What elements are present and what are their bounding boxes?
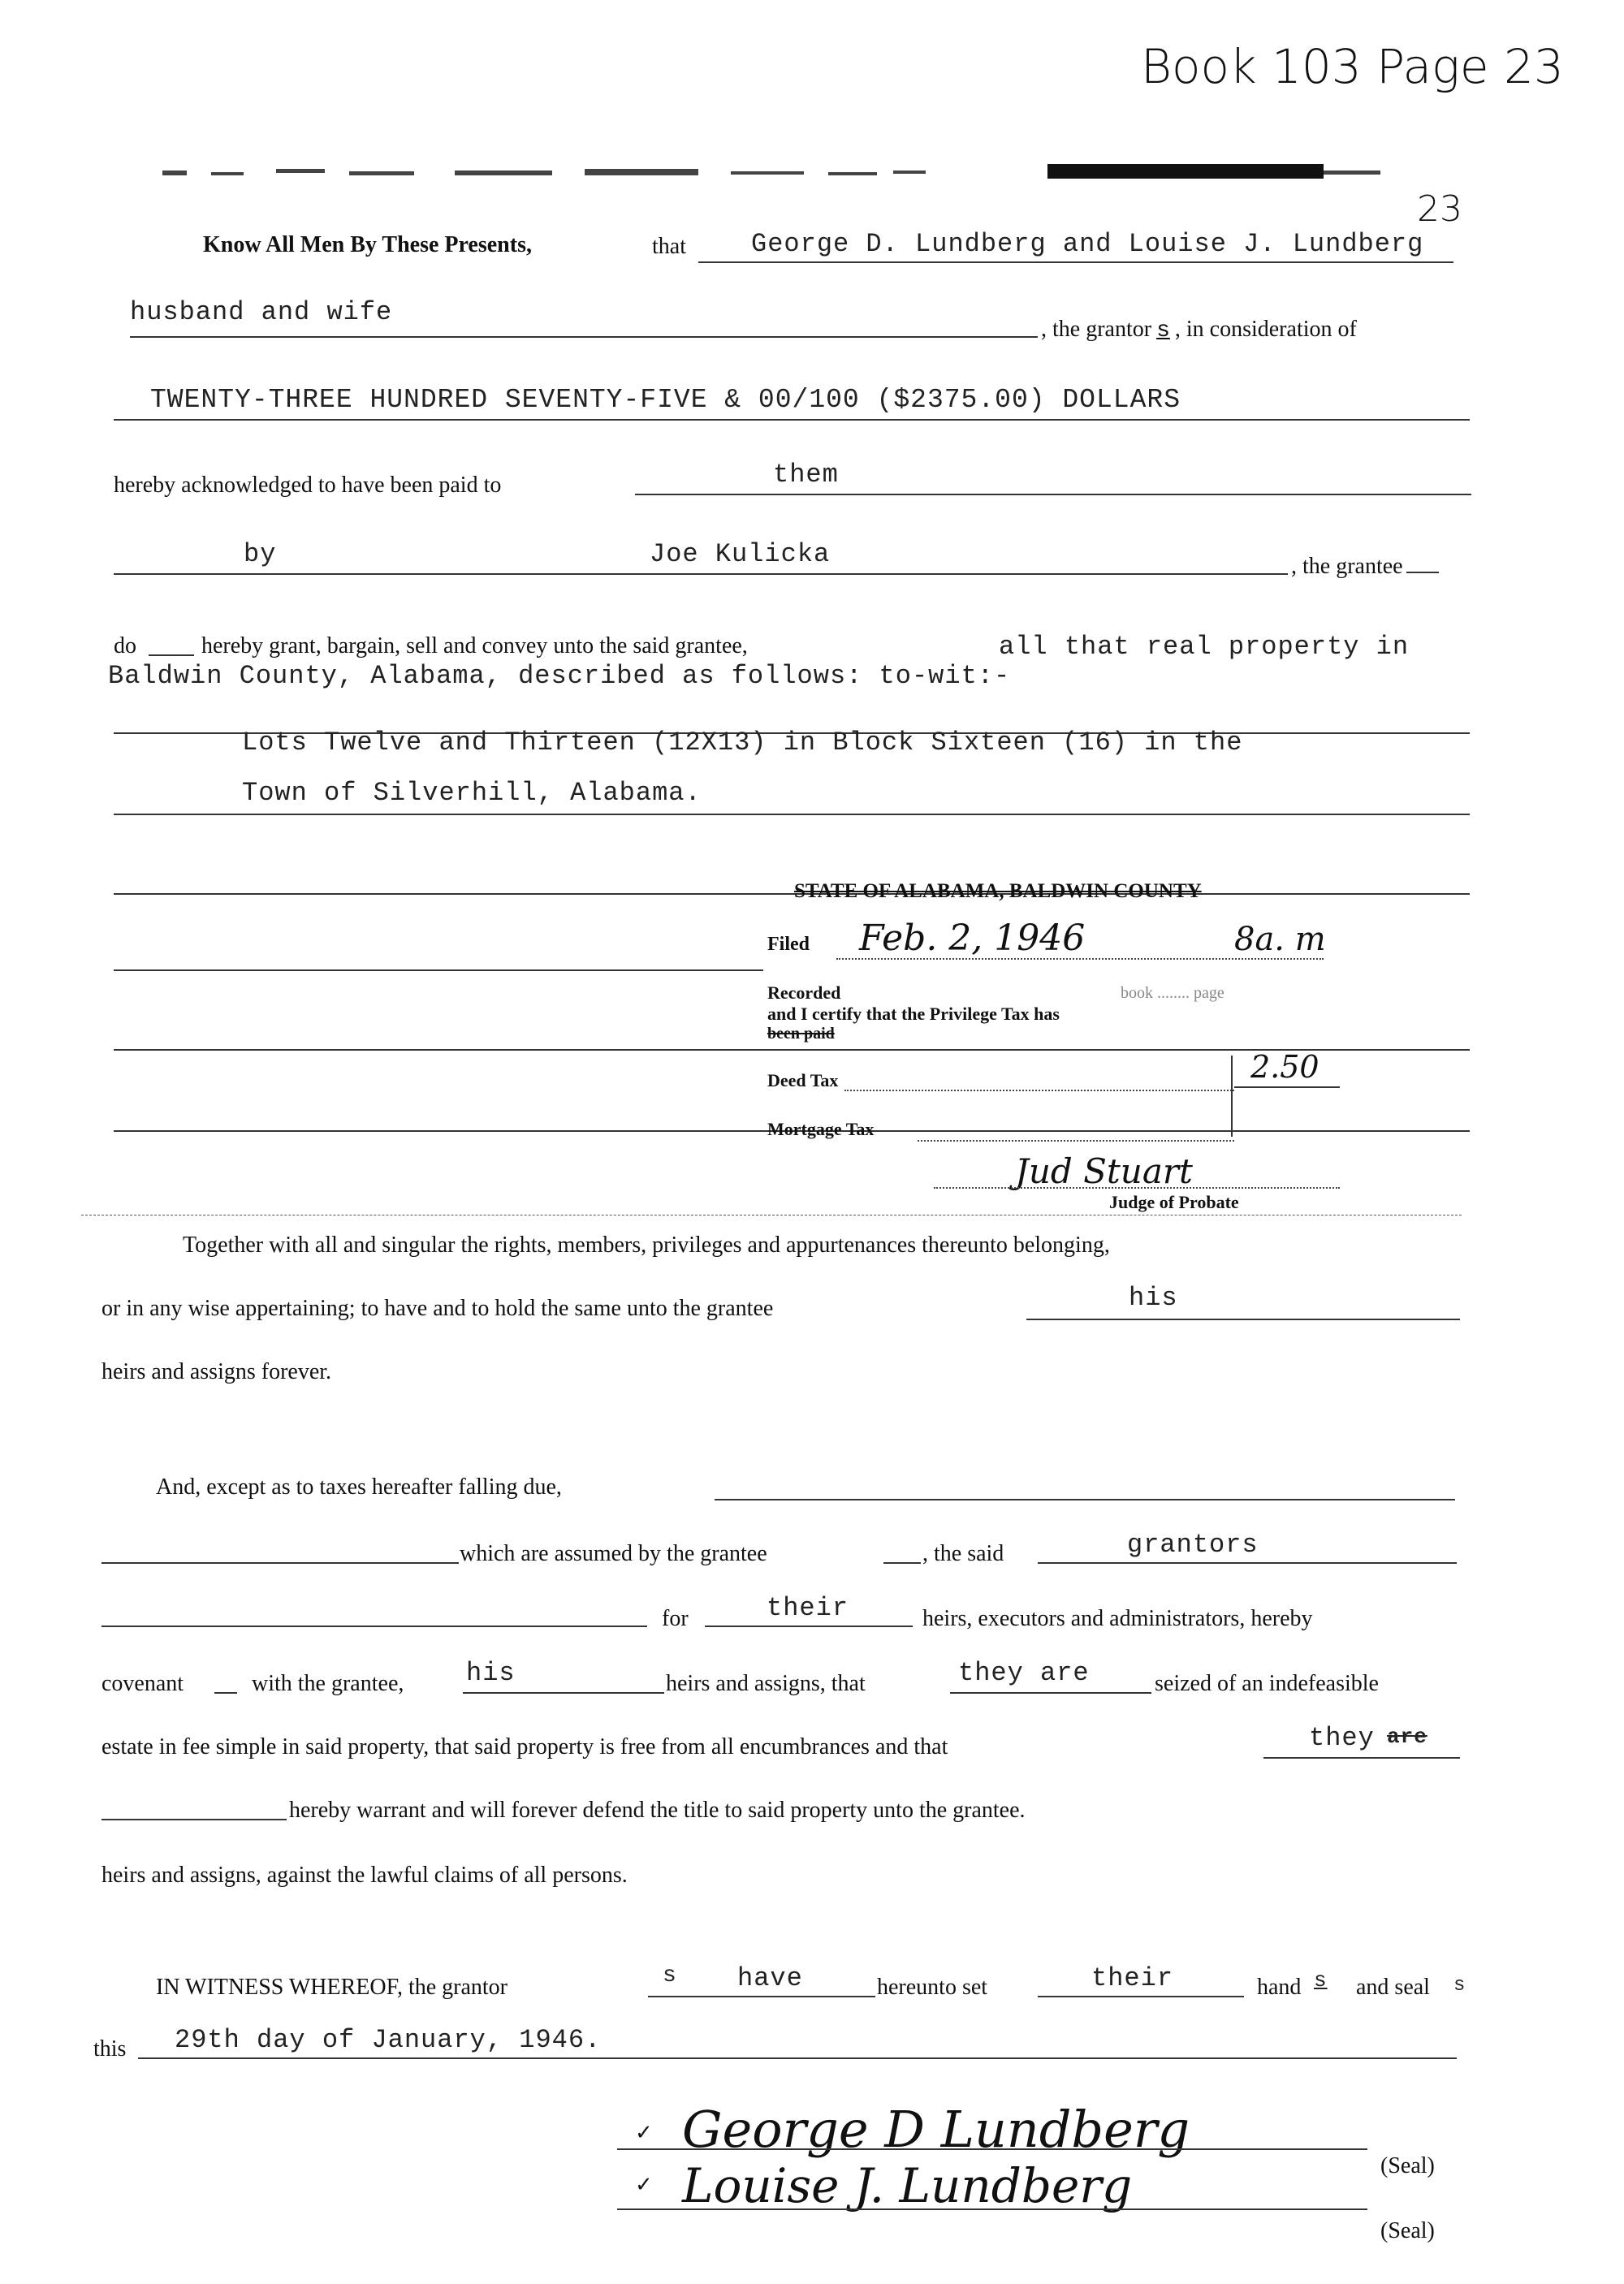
stamp-certify-text: and I certify that the Privilege Tax has (767, 1004, 1060, 1024)
witness-date-value: 29th day of January, 1946. (175, 2025, 602, 2055)
stamp-filed-label: Filed (767, 934, 810, 955)
covenants-said-value: grantors (1127, 1530, 1259, 1560)
signature-louise: Louise J. Lundberg (682, 2158, 1133, 2213)
stamp-been-paid: been paid (767, 1025, 835, 1043)
property-intro-line1: all that real property in (999, 632, 1410, 662)
witness-line1-b: hereunto set (877, 1975, 988, 2000)
stamp-filed-time: 8a. m (1234, 921, 1326, 958)
witness-seals-suffix: s (1453, 1975, 1466, 1997)
signature-2-check: ✓ (635, 2173, 653, 2196)
witness-grantor-suffix: s (663, 1963, 677, 1988)
stamp-deed-tax-value-line (1234, 1086, 1340, 1088)
covenants-line4-blank-a (214, 1692, 237, 1694)
covenants-line3-blank-b (705, 1626, 913, 1627)
witness-line1-c: hand (1257, 1975, 1302, 2000)
covenants-line4-b: with the grantee, (252, 1671, 404, 1696)
consideration-amount: TWENTY-THREE HUNDRED SEVENTY-FIVE & 00/100 ($2375.00) DOLLARS (150, 385, 1181, 415)
habendum-line3: heirs and assigns forever. (102, 1359, 332, 1384)
grantor-suffix: s (1156, 318, 1170, 343)
covenants-line4-blank-b (463, 1692, 664, 1694)
blank-line-a (114, 893, 1470, 895)
grantors-names-line (698, 261, 1453, 263)
signature-1-line (617, 2148, 1367, 2150)
covenants-line5-a: estate in fee simple in said property, that said property is free from all encumbrances and that (102, 1734, 948, 1759)
covenants-line7: heirs and assigns, against the lawful claims of all persons. (102, 1863, 628, 1888)
covenants-seized-value: they are (958, 1658, 1090, 1688)
covenants-line2-blank-c (1038, 1562, 1457, 1564)
covenants-line6: hereby warrant and will forever defend the title to said property unto the grantee. (289, 1798, 1026, 1823)
habendum-grantee-value: his (1129, 1283, 1178, 1313)
grantors-relationship: husband and wife (130, 297, 393, 327)
signature-george: George D Lundberg (682, 2100, 1190, 2159)
covenants-line2-blank-a (102, 1562, 459, 1564)
signature-2-line (617, 2208, 1367, 2210)
stamp-heading: STATE OF ALABAMA, BALDWIN COUNTY (794, 880, 1202, 902)
book-page-annotation: Book 103 Page 23 (1141, 39, 1564, 94)
covenants-line4-a: covenant (102, 1671, 184, 1696)
property-description-line2: Town of Silverhill, Alabama. (242, 778, 702, 808)
amount-line (114, 419, 1470, 421)
signature-1-check: ✓ (635, 2121, 653, 2144)
grantee-label-text: , the grantee (1291, 554, 1403, 579)
property-intro-line2: Baldwin County, Alabama, described as follows: to-wit:- (108, 661, 1011, 691)
paid-label: hereby acknowledged to have been paid to (114, 473, 502, 498)
covenants-line5-blank (1263, 1757, 1460, 1759)
stamp-mortgage-tax-line (918, 1140, 1234, 1142)
that-label: that (652, 234, 686, 259)
grant-text: hereby grant, bargain, sell and convey unto the said grantee, (201, 633, 748, 658)
covenants-they-value: they (1309, 1723, 1375, 1753)
habendum-line2: or in any wise appertaining; to have and to hold the same unto the grantee (102, 1296, 774, 1321)
property-line-2-rule (114, 814, 1470, 815)
property-description-line1: Lots Twelve and Thirteen (12X13) in Block Sixteen (16) in the (242, 728, 1243, 758)
stamp-judge-line (934, 1187, 1340, 1189)
witness-line1-a: IN WITNESS WHEREOF, the grantor (156, 1975, 508, 2000)
grant-prefix: do (114, 633, 136, 658)
seal-label-1: (Seal) (1380, 2153, 1435, 2178)
grantee-label (1291, 554, 1439, 580)
stamp-judge-signature: Jud Stuart (1015, 1151, 1193, 1191)
page-number: 23 (1417, 188, 1462, 230)
paid-to-line (635, 494, 1471, 495)
habendum-line1: Together with all and singular the rights, members, privileges and appurtenances thereunto belonging, (183, 1233, 1110, 1258)
consideration-label: , in consideration of (1174, 317, 1357, 342)
covenants-line2-b: , the said (922, 1541, 1004, 1566)
habendum-grantee-line (1026, 1319, 1460, 1320)
witness-have: have (737, 1963, 803, 1993)
stamp-deed-tax-label: Deed Tax (767, 1070, 839, 1090)
stamp-deed-tax-line (844, 1090, 1234, 1091)
witness-date-blank (138, 2057, 1457, 2059)
stamp-recorded-label: Recorded (767, 982, 841, 1003)
covenants-line3-a: for (662, 1606, 689, 1631)
covenants-line2-blank-b (883, 1562, 921, 1564)
covenants-grantee-value: his (466, 1658, 516, 1688)
grantee-suffix-blank (1406, 572, 1439, 573)
covenants-line1-blank (715, 1499, 1455, 1500)
witness-line1-d: and seal (1356, 1975, 1430, 2000)
covenants-line4-d: seized of an indefeasible (1155, 1671, 1379, 1696)
stamp-recorded-faint: book ........ page (1121, 984, 1224, 1002)
covenants-line6-blank (102, 1819, 287, 1820)
grantors-names: George D. Lundberg and Louise J. Lundberg (751, 229, 1424, 259)
covenants-line3-blank-a (102, 1626, 647, 1627)
relationship-line (130, 336, 1038, 338)
covenants-line2-a: which are assumed by the grantee (460, 1541, 767, 1566)
grantee-name: Joe Kulicka (650, 539, 831, 569)
covenants-line4-blank-c (950, 1692, 1151, 1694)
covenants-line3-b: heirs, executors and administrators, hereby (922, 1606, 1313, 1631)
witness-their-blank (1038, 1996, 1244, 1997)
covenants-struck-value: are (1387, 1725, 1427, 1749)
by-label: by (244, 539, 277, 569)
scan-noise-strip (162, 161, 1380, 185)
stamp-deed-tax-value: 2.50 (1250, 1049, 1320, 1085)
stamp-filed-date: Feb. 2, 1946 (859, 917, 1086, 959)
covenants-line4-c: heirs and assigns, that (666, 1671, 866, 1696)
seal-label-2: (Seal) (1380, 2218, 1435, 2243)
grantor-label (1041, 317, 1357, 343)
covenants-line1: And, except as to taxes hereafter falling due, (156, 1474, 562, 1500)
deed-opening: Know All Men By These Presents, (203, 232, 532, 257)
grant-prefix-blank (149, 654, 194, 656)
witness-line2-a: this (93, 2036, 127, 2062)
witness-their: their (1091, 1963, 1174, 1993)
blank-line-b (114, 969, 763, 971)
stamp-tax-divider (1231, 1056, 1233, 1137)
grantee-line (114, 573, 1288, 575)
paid-to-value: them (773, 460, 839, 490)
witness-hands-suffix: s (1314, 1968, 1328, 1993)
stamp-mortgage-tax-label: Mortgage Tax (767, 1119, 875, 1139)
grantor-label-text: , the grantor (1041, 317, 1152, 342)
witness-grantor-blank (648, 1996, 875, 1997)
covenants-for-value: their (767, 1593, 849, 1623)
stamp-judge-label: Judge of Probate (1109, 1192, 1239, 1212)
